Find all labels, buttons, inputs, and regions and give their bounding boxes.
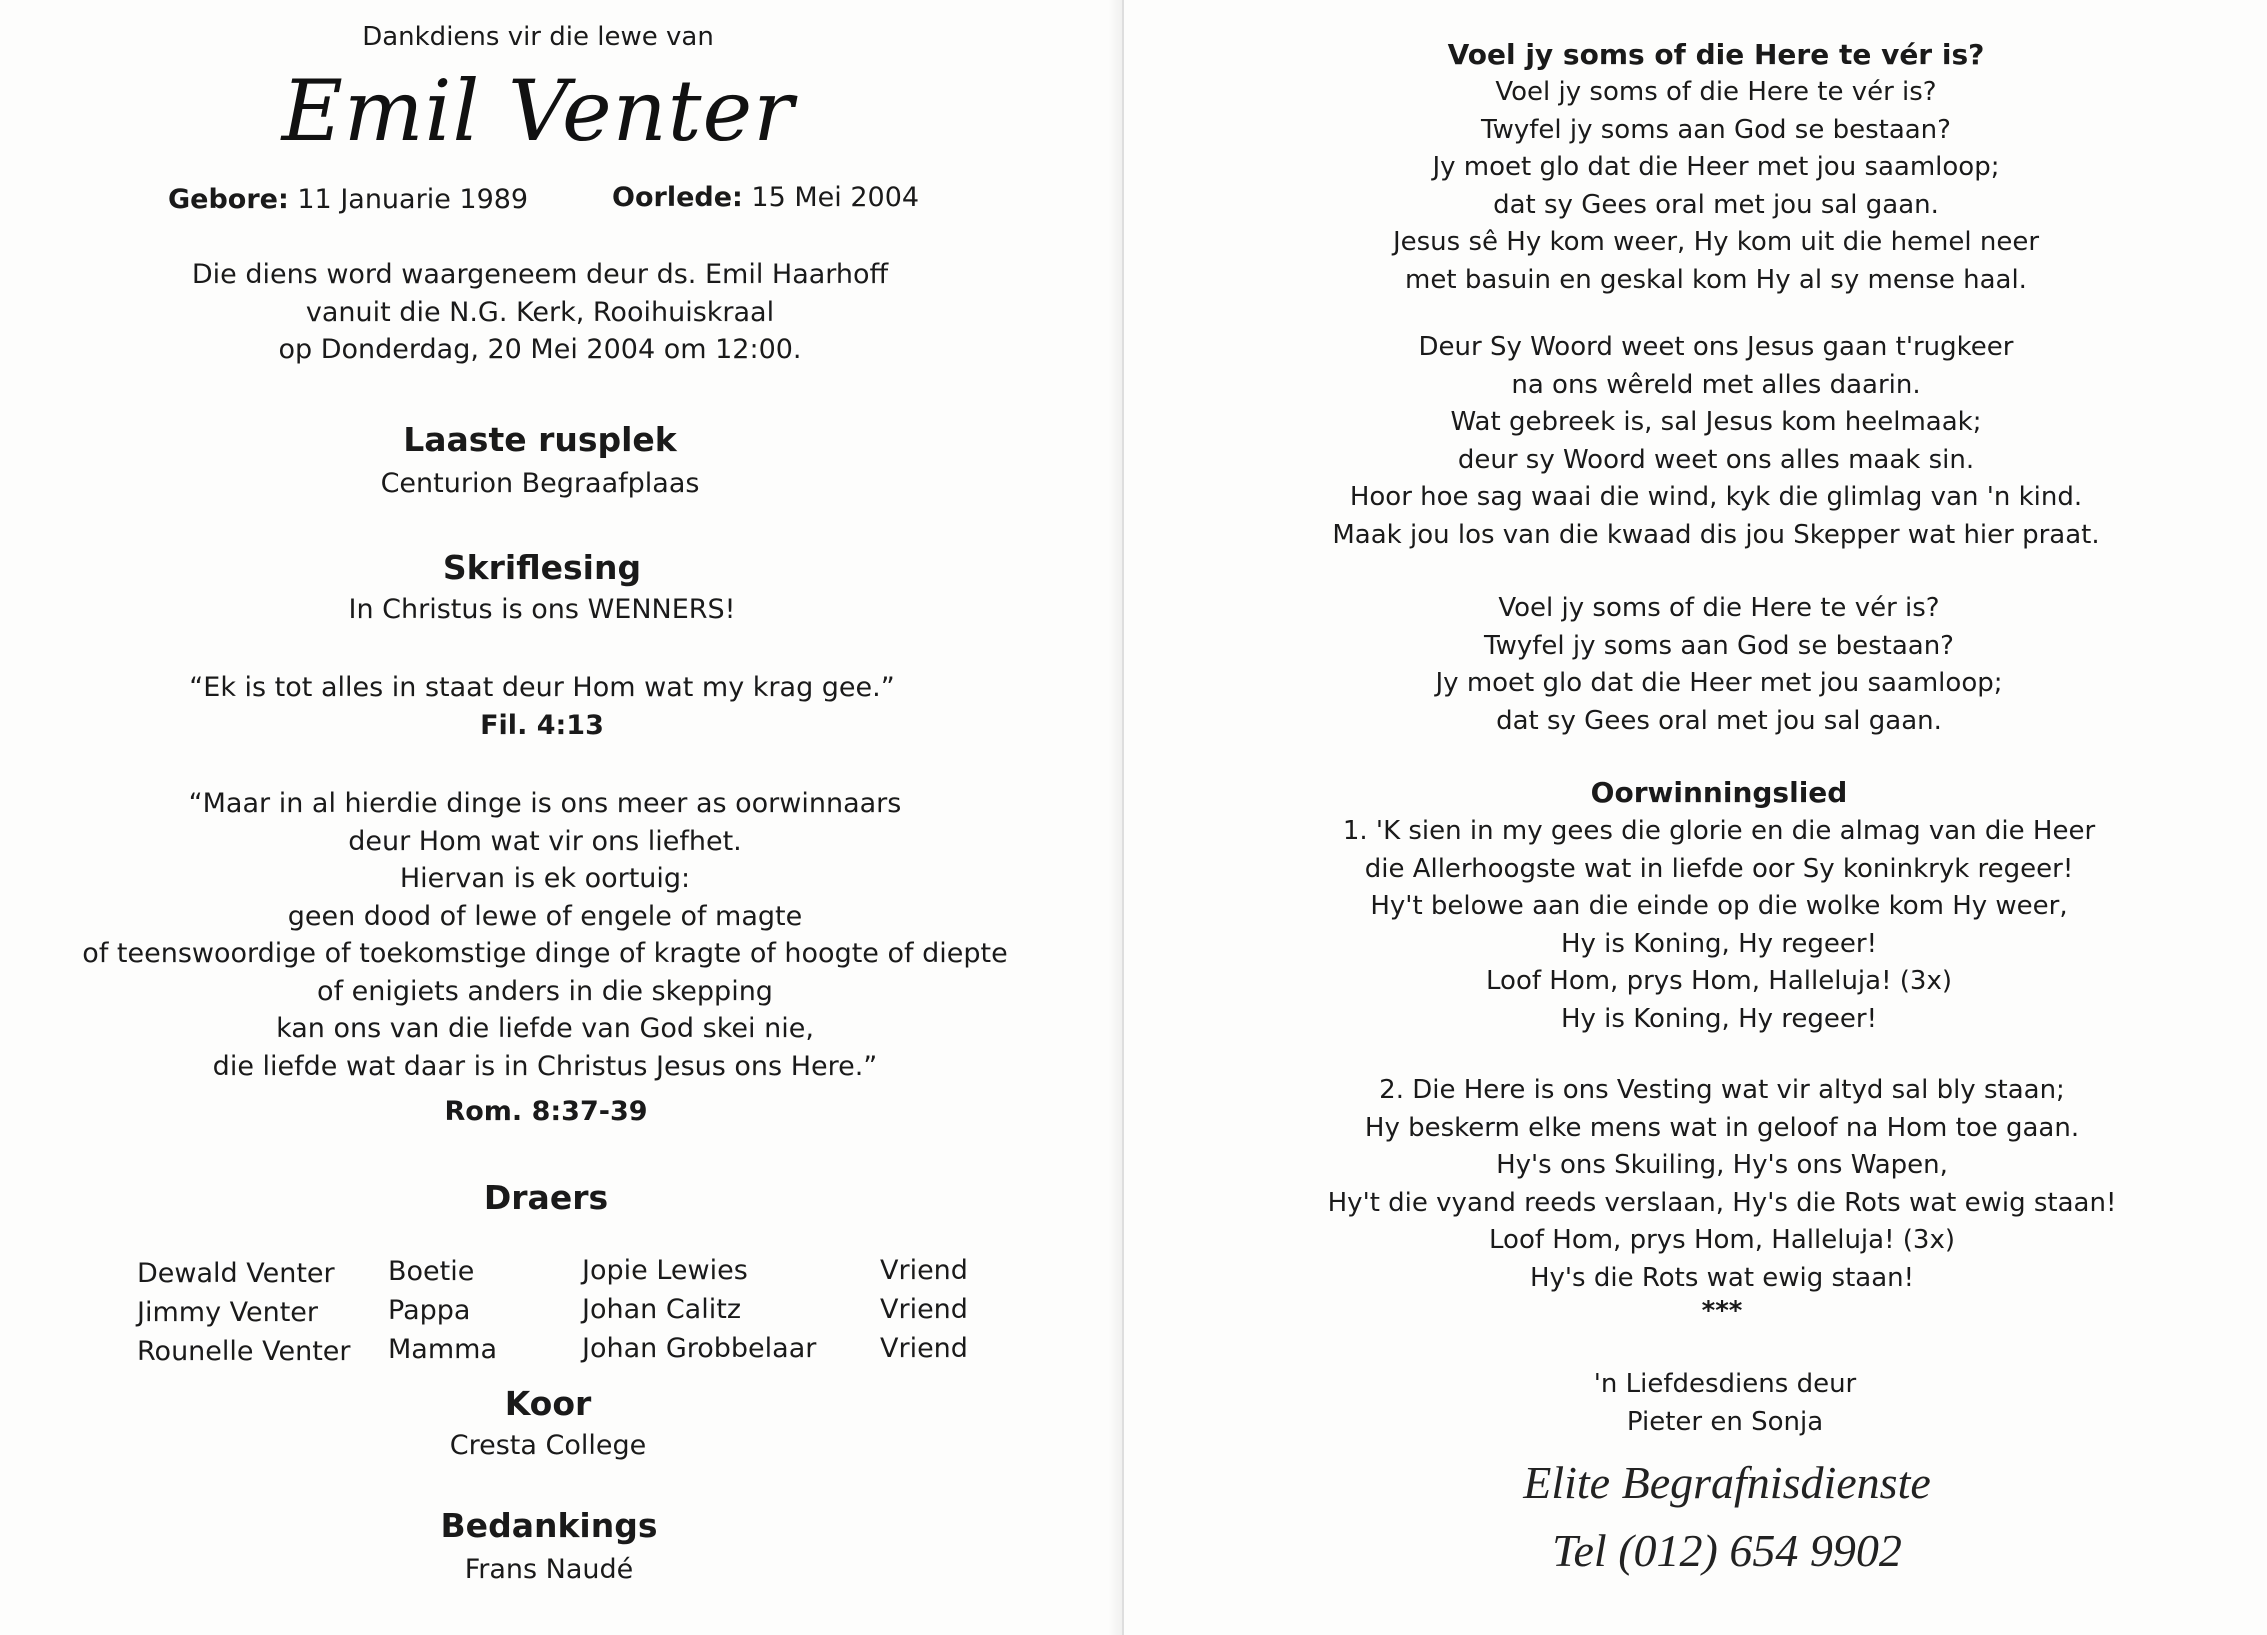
born-date: 11 Januarie 1989 xyxy=(297,184,529,215)
song2-verse2 xyxy=(1328,1072,2117,1297)
verse1-text: “Ek is tot alles in staat deur Hom wat my krag gee.” xyxy=(189,672,895,703)
verse2-line: “Maar in al hierdie dinge is ons meer as oorwinnaars xyxy=(188,788,902,819)
song2-title: Oorwinningslied xyxy=(1590,776,1848,809)
song1-title: Voel jy soms of die Here te vér is? xyxy=(1447,38,1985,71)
verse2-line: Hiervan is ek oortuig: xyxy=(399,863,691,894)
song-line: Jy moet glo dat die Heer met jou saamloop; xyxy=(1432,152,2000,182)
verse1-reference: Fil. 4:13 xyxy=(480,710,604,741)
song-line: die Allerhoogste wat in liefde oor Sy koninkryk regeer! xyxy=(1364,853,2074,884)
bearer-relation: Mamma xyxy=(388,1334,497,1365)
bearers-heading: Draers xyxy=(483,1178,609,1217)
song-line: Jesus sê Hy kom weer, Hy kom uit die hemel neer xyxy=(1392,227,2040,257)
song-line: Hy beskerm elke mens wat in geloof na Hom toe gaan. xyxy=(1364,1112,2080,1143)
bearers-names-right xyxy=(582,1251,816,1368)
song-line: 1. 'K sien in my gees die glorie en die almag van die Heer xyxy=(1342,816,2096,846)
song-line: Twyfel jy soms aan God se bestaan? xyxy=(1481,114,1951,145)
bearer-name: Rounelle Venter xyxy=(137,1336,351,1367)
credit-text xyxy=(1594,1366,1856,1441)
bearers-relations-right xyxy=(880,1251,968,1368)
bearers-relations-left xyxy=(388,1252,497,1369)
song-line: dat sy Gees oral met jou sal gaan. xyxy=(1493,189,1939,220)
bearer-name: Johan Grobbelaar xyxy=(582,1333,817,1364)
song-line: Hy't belowe aan die einde op die wolke kom Hy weer, xyxy=(1370,891,2068,921)
song-line: deur sy Woord weet ons alles maak sin. xyxy=(1457,444,1975,475)
song1-verse1 xyxy=(1393,74,2039,299)
verse2-line: kan ons van die liefde van God skei nie, xyxy=(276,1013,814,1044)
thanks-heading: Bedankings xyxy=(440,1506,658,1545)
song-line: dat sy Gees oral met jou sal gaan. xyxy=(1496,705,1942,736)
choir-name: Cresta College xyxy=(449,1430,647,1461)
verse2-text xyxy=(82,785,1007,1085)
song-line: Twyfel jy soms aan God se bestaan? xyxy=(1484,630,1954,661)
verse2-line: of teenswoordige of toekomstige dinge of kragte of hoogte of diepte xyxy=(82,938,1008,969)
song-line: Wat gebreek is, sal Jesus kom heelmaak; xyxy=(1450,407,1982,437)
reading-heading: Skriflesing xyxy=(442,548,642,587)
intro-text: Dankdiens vir die lewe van xyxy=(362,22,714,52)
song1-verse3 xyxy=(1436,590,2003,740)
song-line: Voel jy soms of die Here te vér is? xyxy=(1495,77,1937,107)
died-label: Oorlede: xyxy=(612,182,743,213)
bearer-relation: Vriend xyxy=(880,1333,968,1364)
reading-intro: In Christus is ons WENNERS! xyxy=(348,594,736,625)
song-line: met basuin en geskal kom Hy al sy mense haal. xyxy=(1405,264,2027,295)
bearer-name: Jimmy Venter xyxy=(137,1297,319,1328)
song1-verse2 xyxy=(1332,329,2099,554)
funeral-company-phone: Tel (012) 654 9902 xyxy=(1552,1525,1902,1576)
bearer-name: Jopie Lewies xyxy=(582,1255,748,1286)
deceased-name: Emil Venter xyxy=(281,62,795,160)
funeral-company-logo: Elite Begrafnisdienste xyxy=(1523,1457,1931,1508)
song-line: Hoor hoe sag waai die wind, kyk die glimlag van 'n kind. xyxy=(1349,482,2083,512)
thanks-name: Frans Naudé xyxy=(464,1554,634,1585)
song-line: Loof Hom, prys Hom, Halleluja! (3x) xyxy=(1489,1225,1955,1255)
service-line: op Donderdag, 20 Mei 2004 om 12:00. xyxy=(278,334,802,365)
bearer-relation: Vriend xyxy=(880,1294,968,1325)
bearers-names-left xyxy=(137,1254,351,1371)
service-line: vanuit die N.G. Kerk, Rooihuiskraal xyxy=(305,296,775,328)
resting-heading: Laaste rusplek xyxy=(403,420,677,459)
choir-heading: Koor xyxy=(504,1384,592,1423)
song-line: 2. Die Here is ons Vesting wat vir altyd sal bly staan; xyxy=(1379,1075,2065,1105)
service-details xyxy=(192,256,888,369)
verse2-line: of enigiets anders in die skepping xyxy=(317,975,773,1007)
verse2-line: deur Hom wat vir ons liefhet. xyxy=(348,825,742,857)
service-line: Die diens word waargeneem deur ds. Emil Haarhoff xyxy=(191,259,889,290)
bearer-name: Johan Calitz xyxy=(582,1294,741,1325)
credit-line: 'n Liefdesdiens deur xyxy=(1593,1369,1857,1399)
song2-verse1 xyxy=(1343,813,2095,1038)
bearer-relation: Boetie xyxy=(388,1256,475,1287)
song-line: Hy's die Rots wat ewig staan! xyxy=(1529,1262,1915,1293)
song-line: Hy is Koning, Hy regeer! xyxy=(1560,1003,1878,1034)
verse2-reference: Rom. 8:37-39 xyxy=(444,1096,648,1127)
song-line: Loof Hom, prys Hom, Halleluja! (3x) xyxy=(1486,966,1952,996)
song-line: Voel jy soms of die Here te vér is? xyxy=(1498,593,1940,623)
song-line: Hy't die vyand reeds verslaan, Hy's die Rots wat ewig staan! xyxy=(1327,1187,2117,1218)
page-fold xyxy=(1108,0,1122,1635)
song-line: na ons wêreld met alles daarin. xyxy=(1511,369,1921,400)
verse2-line: geen dood of lewe of engele of magte xyxy=(287,900,803,932)
divider-stars: *** xyxy=(1701,1296,1743,1326)
died-line xyxy=(612,182,919,213)
died-date: 15 Mei 2004 xyxy=(751,182,920,213)
song-line: Maak jou los van die kwaad dis jou Skepper wat hier praat. xyxy=(1332,519,2100,550)
verse2-line: die liefde wat daar is in Christus Jesus ons Here.” xyxy=(212,1050,878,1082)
bearer-relation: Pappa xyxy=(388,1295,471,1326)
born-line xyxy=(168,184,528,215)
born-label: Gebore: xyxy=(168,184,289,215)
bearer-name: Dewald Venter xyxy=(137,1258,335,1289)
credit-line: Pieter en Sonja xyxy=(1626,1406,1824,1437)
song-line: Jy moet glo dat die Heer met jou saamloop; xyxy=(1435,668,2003,698)
song-line: Hy is Koning, Hy regeer! xyxy=(1560,928,1878,959)
song-line: Deur Sy Woord weet ons Jesus gaan t'rugkeer xyxy=(1418,332,2014,362)
song-line: Hy's ons Skuiling, Hy's ons Wapen, xyxy=(1496,1150,1948,1180)
resting-place: Centurion Begraafplaas xyxy=(380,468,700,499)
bearer-relation: Vriend xyxy=(880,1255,968,1286)
